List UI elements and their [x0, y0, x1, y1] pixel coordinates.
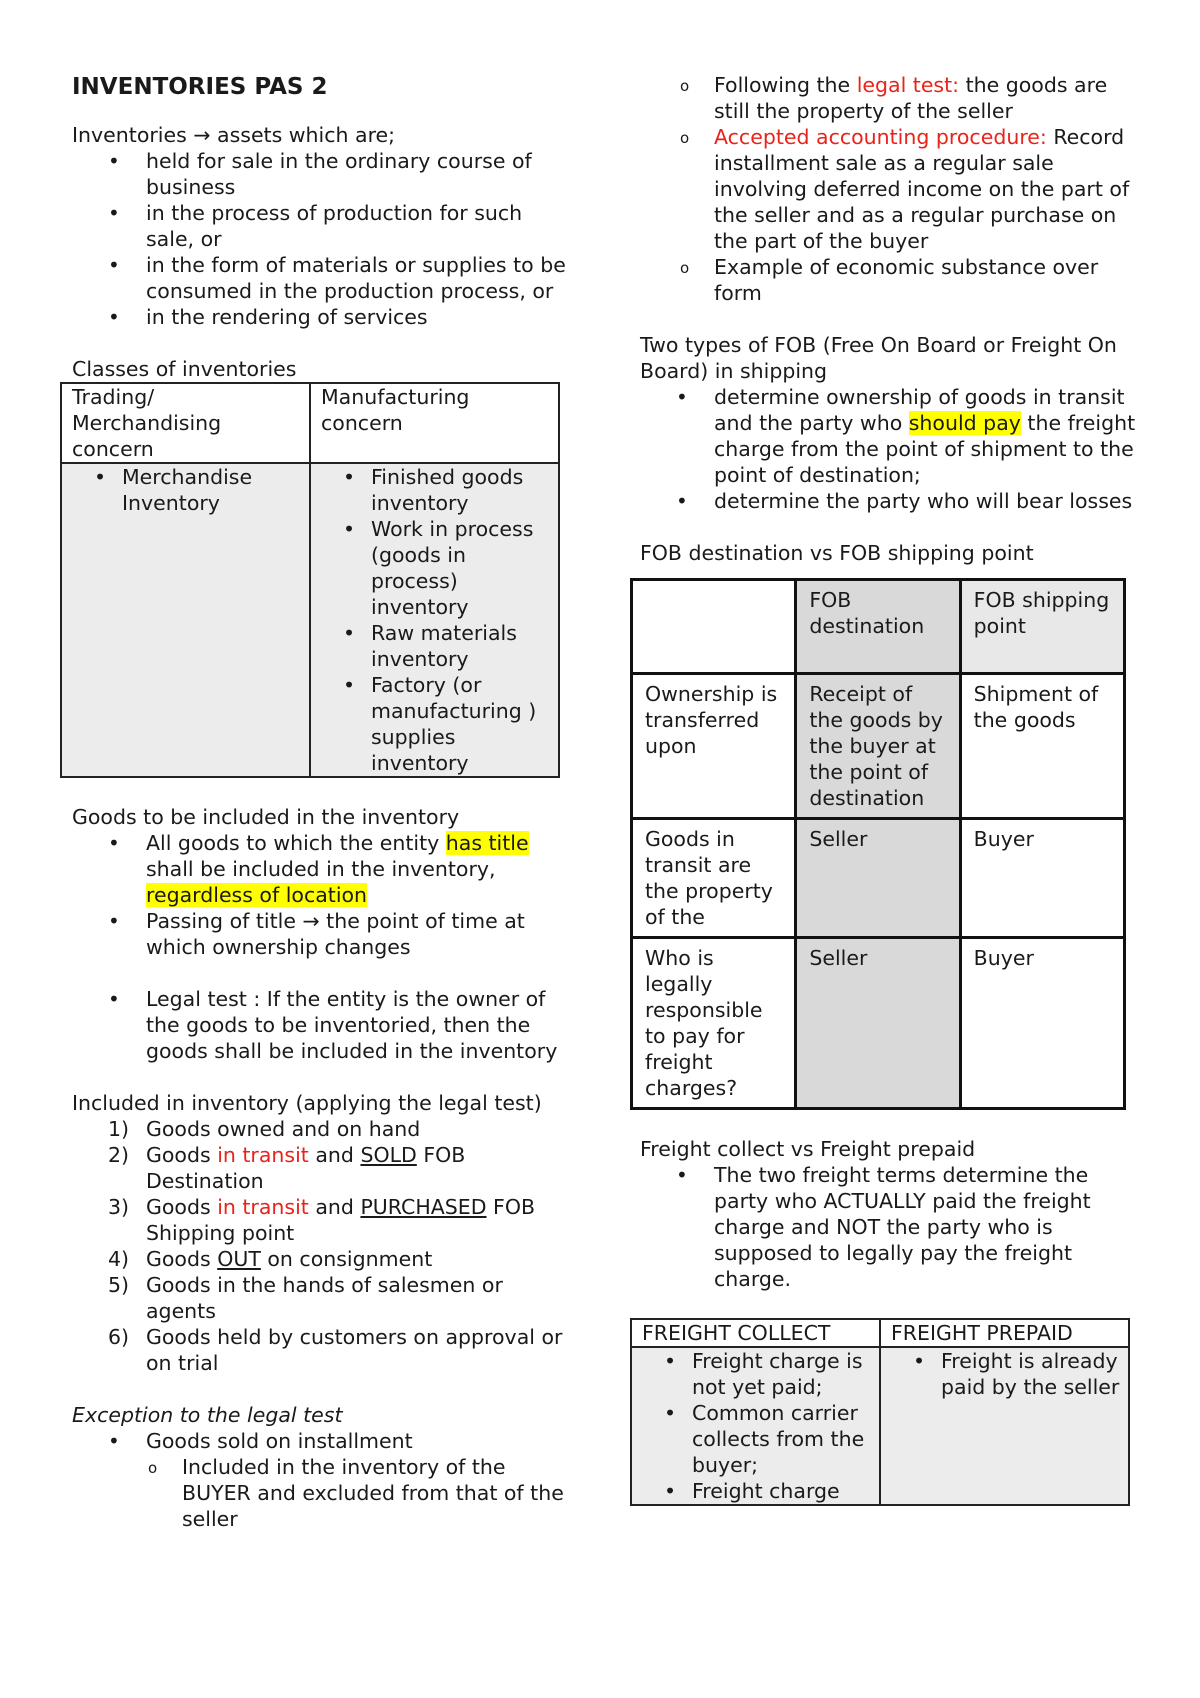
- list-item: o Accepted accounting procedure: Record installment sale as a regular sale involving deferred income on the part of the seller and as a regular purchase on the part of the buyer: [604, 124, 1140, 254]
- list-item: • in the rendering of services: [72, 304, 572, 330]
- freight-collect-header: FREIGHT COLLECT: [631, 1319, 880, 1347]
- fob-row-label: Ownership is transferred upon: [632, 674, 796, 819]
- freight-collect-cell: [631, 1347, 880, 1505]
- classes-table: [60, 382, 560, 778]
- list-item: • Finished goods inventory: [321, 464, 550, 516]
- classes-col2-cell: [310, 463, 559, 777]
- freight-prepaid-cell: [880, 1347, 1129, 1505]
- fob-shipping-header: FOB shipping point: [960, 580, 1124, 674]
- fob-shipping-cell: Buyer: [960, 819, 1124, 938]
- fob-destination-cell: Receipt of the goods by the buyer at the point of destination: [796, 674, 960, 819]
- classes-col1-cell: [61, 463, 310, 777]
- fob-types-list: [640, 384, 1140, 514]
- fob-table-heading: FOB destination vs FOB shipping point: [640, 541, 1034, 565]
- list-item: • Work in process (goods in process) inventory: [321, 516, 550, 620]
- intro-line: [72, 122, 572, 148]
- left-column: [72, 72, 572, 1532]
- list-item: • Freight charge is not yet paid;: [642, 1348, 871, 1400]
- fob-destination-cell: Seller: [796, 938, 960, 1109]
- list-item: • Common carrier collects from the buyer;: [642, 1400, 871, 1478]
- list-item: • determine the party who will bear losses: [640, 488, 1140, 514]
- fob-types-heading: Two types of FOB (Free On Board or Freight On Board) in shipping: [640, 333, 1117, 383]
- goods-heading: Goods to be included in the inventory: [72, 805, 460, 829]
- list-item: 5) Goods in the hands of salesmen or agents: [108, 1273, 503, 1323]
- list-item: 4) Goods OUT on consignment: [108, 1247, 433, 1271]
- exception-heading: Exception to the legal test: [72, 1403, 343, 1427]
- list-item: • The two freight terms determine the party who ACTUALLY paid the freight charge and NOT the party who is supposed to legally pay the freight charge.: [640, 1162, 1140, 1292]
- list-item: • Passing of title → the point of time at which ownership changes: [72, 908, 572, 960]
- arrow-icon: →: [193, 123, 211, 147]
- intro-rest: assets which are;: [210, 123, 396, 147]
- list-item: • All goods to which the entity has title shall be included in the inventory, regardless of location: [72, 830, 572, 908]
- list-item: • Factory (or manufacturing ) supplies inventory: [321, 672, 550, 776]
- list-item: 2) Goods in transit and SOLD FOB Destination: [108, 1143, 466, 1193]
- freight-list: [640, 1162, 1140, 1292]
- list-item: 6) Goods held by customers on approval or on trial: [108, 1325, 563, 1375]
- list-item: • Goods sold on installment: [72, 1428, 572, 1454]
- list-item: 1) Goods owned and on hand: [108, 1117, 421, 1141]
- list-item: • determine ownership of goods in transit and the party who should pay the freight charge from the point of shipment to the point of destination;: [640, 384, 1140, 488]
- freight-prepaid-header: FREIGHT PREPAID: [880, 1319, 1129, 1347]
- list-item: o Included in the inventory of the BUYER and excluded from that of the seller: [72, 1454, 572, 1532]
- freight-table: [630, 1318, 1130, 1506]
- fob-shipping-cell: Shipment of the goods: [960, 674, 1124, 819]
- exception-sublist-cont: [604, 72, 1140, 306]
- list-item: • Legal test : If the entity is the owner of the goods to be inventoried, then the goods shall be included in the inventory: [72, 986, 572, 1064]
- exception-sublist: [72, 1454, 572, 1532]
- list-item: o Following the legal test: the goods are still the property of the seller: [604, 72, 1140, 124]
- freight-heading: Freight collect vs Freight prepaid: [640, 1137, 976, 1161]
- list-item: • Raw materials inventory: [321, 620, 550, 672]
- classes-col2-header: Manufacturing concern: [310, 383, 559, 463]
- highlight: should pay: [908, 411, 1021, 435]
- list-item: • held for sale in the ordinary course of business: [72, 148, 572, 200]
- intro-list: [72, 148, 572, 330]
- fob-destination-cell: Seller: [796, 819, 960, 938]
- fob-destination-header: FOB destination: [796, 580, 960, 674]
- list-item: • in the process of production for such sale, or: [72, 200, 572, 252]
- fob-row-label: Goods in transit are the property of the: [632, 819, 796, 938]
- list-item: • in the form of materials or supplies to be consumed in the production process, or: [72, 252, 572, 304]
- list-item: 3) Goods in transit and PURCHASED FOB Shipping point: [108, 1195, 536, 1245]
- list-item: • Freight charge: [642, 1478, 871, 1504]
- highlight: regardless of location: [146, 883, 368, 907]
- arrow-icon: →: [302, 909, 320, 933]
- exception-list: [72, 1428, 572, 1454]
- classes-col1-header: Trading/ Merchandising concern: [61, 383, 310, 463]
- fob-corner-cell: [632, 580, 796, 674]
- right-column: [640, 72, 1140, 1506]
- classes-heading: Classes of inventories: [72, 357, 297, 381]
- included-heading: Included in inventory (applying the legal test): [72, 1091, 542, 1115]
- list-item: • Freight is already paid by the seller: [891, 1348, 1120, 1400]
- fob-row-label: Who is legally responsible to pay for freight charges?: [632, 938, 796, 1109]
- list-item: • Merchandise Inventory: [72, 464, 301, 516]
- included-list: [72, 1116, 572, 1376]
- fob-table: [630, 578, 1126, 1110]
- fob-shipping-cell: Buyer: [960, 938, 1124, 1109]
- list-item: o Example of economic substance over form: [604, 254, 1140, 306]
- highlight: has title: [445, 831, 529, 855]
- goods-list: [72, 830, 572, 1064]
- page-title: INVENTORIES PAS 2: [72, 74, 328, 100]
- intro-lead: Inventories: [72, 123, 187, 147]
